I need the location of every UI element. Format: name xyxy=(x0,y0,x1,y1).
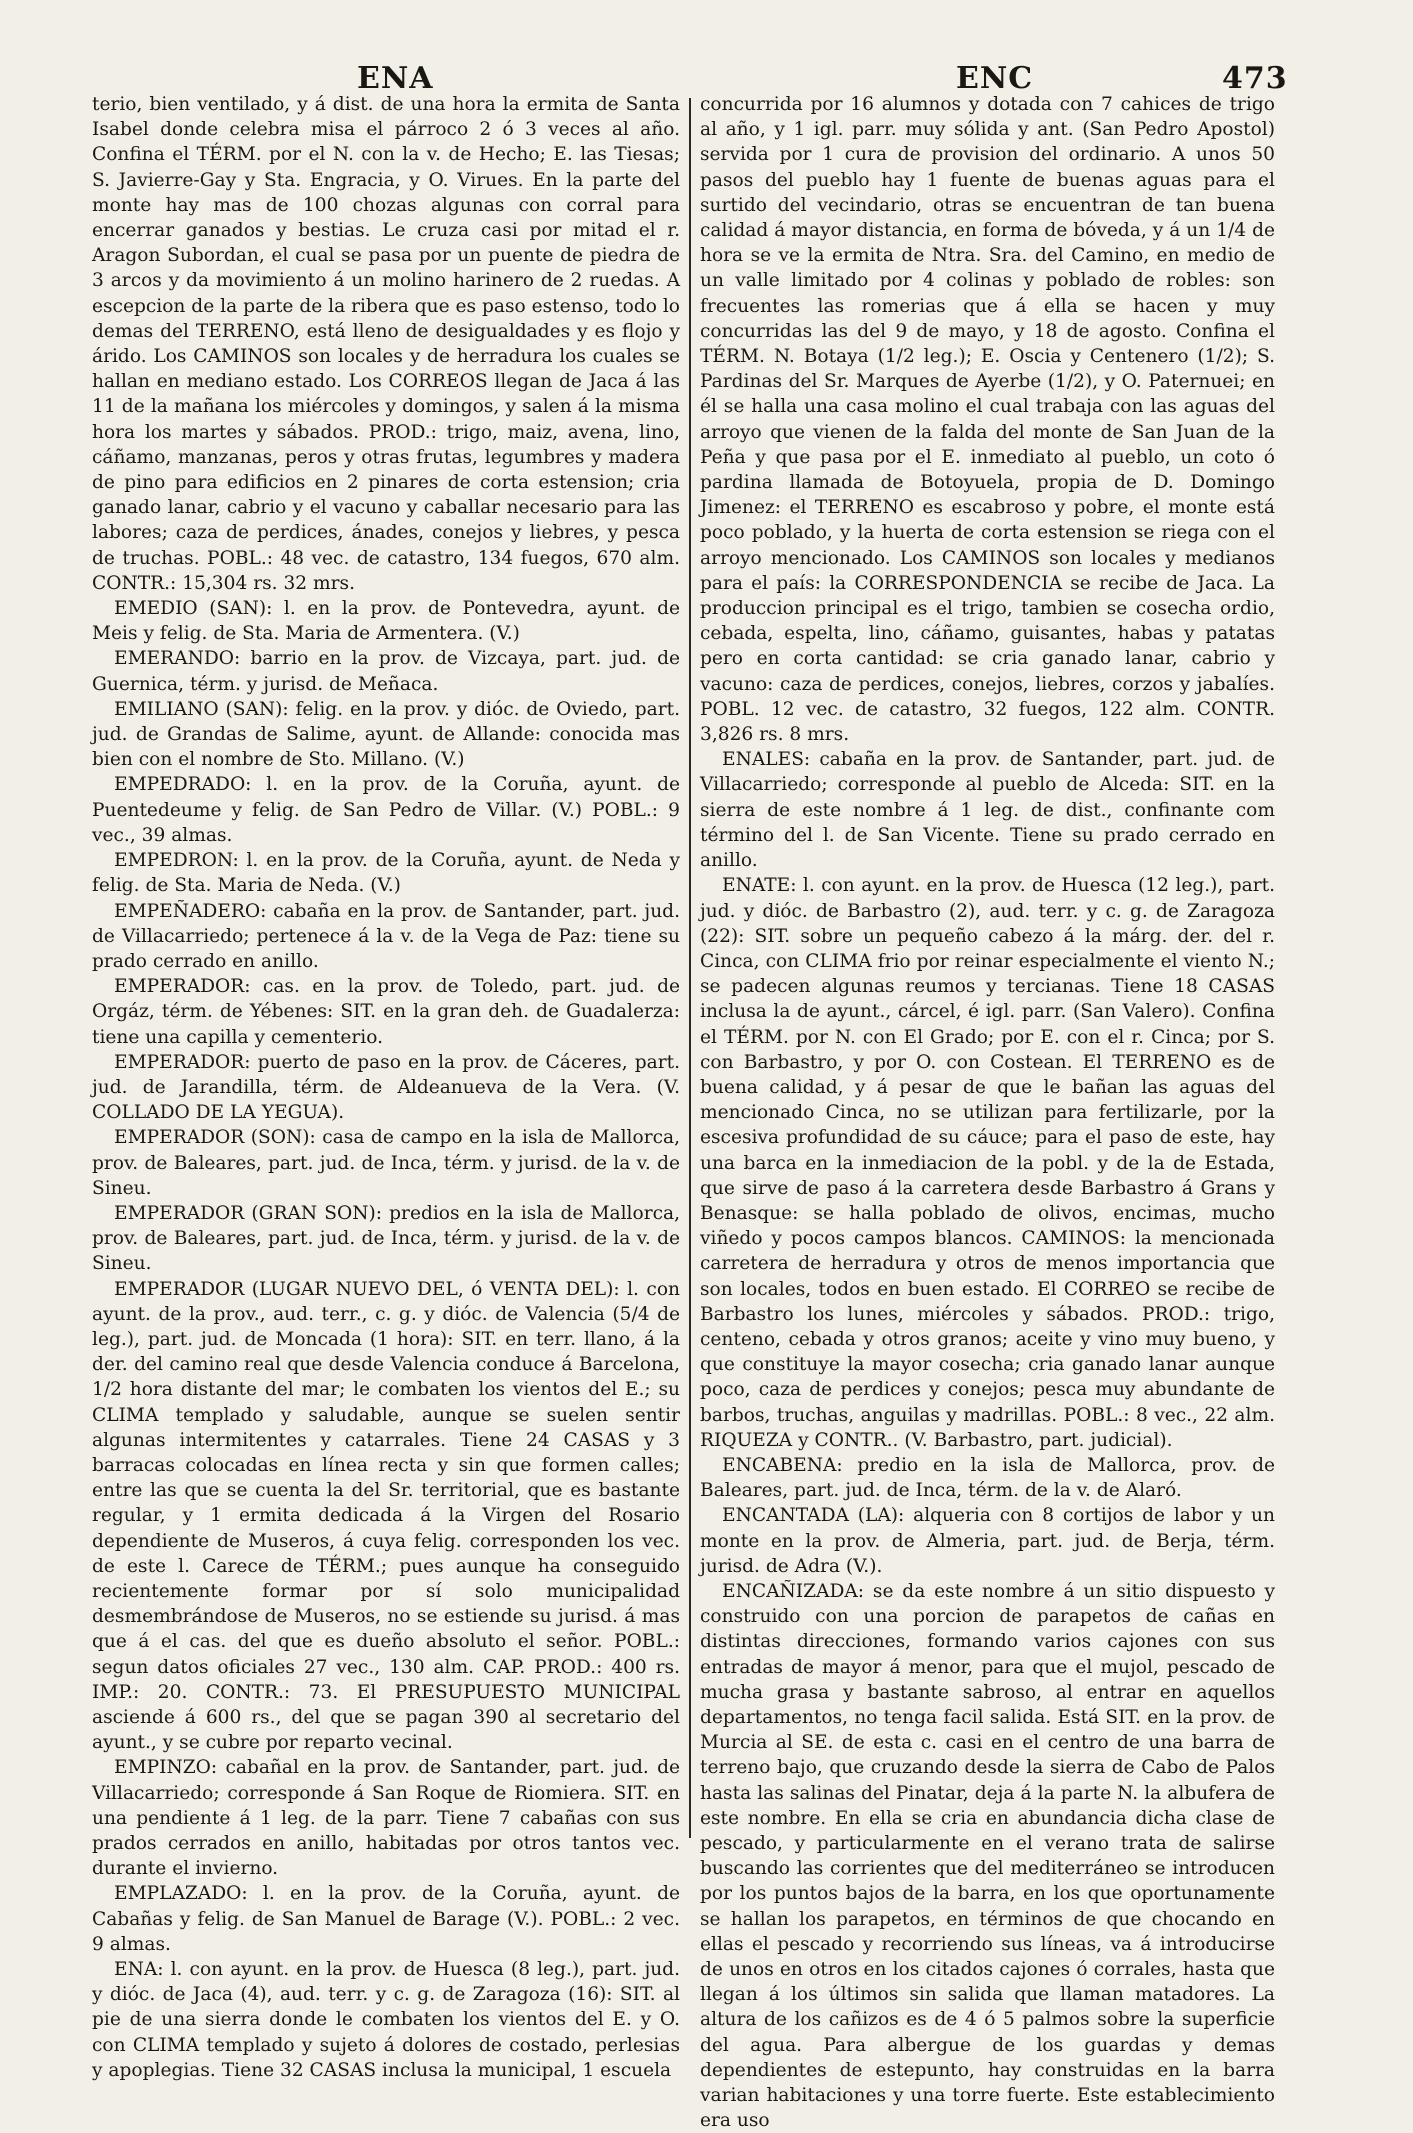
entry-encanizada: ENCAÑIZADA: se da este nombre á un sitio dispuesto y construido con una porcion de parapetos de cañas en distintas direcciones, formando varios cajones con sus entradas de mayor á menor, para que el mujol, pescado de mucha grasa y bastante sabroso, al entrar en aquellos departamentos, no tenga facil salida. Está SIT. en la prov. de Murcia al SE. de esta c. casi en el centro de una barra de terreno bajo, que cruzando desde la sierra de Cabo de Palos hasta las salinas del Pinatar, deja á la parte N. la albufera de este nombre. En ella se cria en abundancia dicha clase de pescado, y particularmente en el verano trata de salirse buscando las corrientes que del mediterráneo se introducen por los puntos bajos de la barra, en los que oportunamente se hallan los parapetos, en términos de que chocando en ellas el pescado y recorriendo sus líneas, va á introducirse de unos en otros en los citados cajones ó corrales, hasta que llegan á los últimos sin salida que llaman matadores. La altura de los cañizos es de 4 ó 5 palmos sobre la superficie del agua. Para albergue de los guardas y demas dependientes de estepunto, hay construidas en la barra varian habitaciones y una torre fuerte. Este establecimiento era uso xyxy=(700,1580,1275,2132)
entry-emerando: EMERANDO: barrio en la prov. de Vizcaya, part. jud. de Guernica, térm. y jurisd. de Meñaca. xyxy=(92,648,680,695)
entry-empedrado: EMPEDRADO: l. en la prov. de la Coruña, ayunt. de Puentedeume y felig. de San Pedro de Villar. (V.) POBL.: 9 vec., 39 almas. xyxy=(92,774,680,846)
entry-empinzo: EMPINZO: cabañal en la prov. de Santander, part. jud. de Villacarriedo; corresponde á San Roque de Riomiera. SIT. en una pendiente á 1 leg. de la parr. Tiene 7 cabañas con sus prados cerrados en anillo, habitadas por otros tantos vec. durante el invierno. xyxy=(92,1757,680,1880)
entry-empenadero: EMPEÑADERO: cabaña en la prov. de Santander, part. jud. de Villacarriedo; pertenece á la v. de la Vega de Paz: tiene su prado cerrado en anillo. xyxy=(92,900,680,972)
column-divider xyxy=(689,98,691,1838)
entry-emplazado: EMPLAZADO: l. en la prov. de la Coruña, ayunt. de Cabañas y felig. de San Manuel de Barage (V.). POBL.: 2 vec. 9 almas. xyxy=(92,1883,680,1955)
entry-emperador-caceres: EMPERADOR: puerto de paso en la prov. de Cáceres, part. jud. de Jarandilla, térm. de Aldeanueva de la Vera. (V. COLLADO DE LA YEGUA). xyxy=(92,1051,680,1124)
entry-emperador-son: EMPERADOR (SON): casa de campo en la isla de Mallorca, prov. de Baleares, part. jud. de Inca, térm. y jurisd. de la v. de Sineu. xyxy=(92,1127,680,1199)
entry-encabena: ENCABENA: predio en la isla de Mallorca, prov. de Baleares, part. jud. de Inca, térm. de la v. de Alaró. xyxy=(700,1454,1275,1502)
running-head-left: ENA xyxy=(357,61,434,96)
entry-continued: terio, bien ventilado, y á dist. de una hora la ermita de Santa Isabel donde celebra misa el párroco 2 ó 3 veces al año. Confina el TÉRM. por el N. con la v. de Hecho; E. las Tiesas; S. Javierre-Gay y Sta. Engracia, y O. Virues. En la parte del monte hay mas de 100 chozas algunas con corral para encerrar ganados y bestias. Le cruza casi por mitad el r. Aragon Subordan, el cual se pasa por un puente de piedra de 3 arcos y da movimiento á un molino harinero de 2 ruedas. A escepcion de la parte de la ribera que es paso estenso, todo lo demas del TERRENO, está lleno de desigualdades y es flojo y árido. Los CAMINOS son locales y de herradura los cuales se hallan en mediano estado. Los CORREOS llegan de Jaca á las 11 de la mañana los miércoles y domingos, y salen á la misma hora los martes y sábados. PROD.: trigo, maiz, avena, lino, cáñamo, manzanas, peros y otras frutas, legumbres y madera de pino para edificios en 2 pinares de corta estension; cria ganado lanar, cabrio y el vacuno y caballar necesario para las labores; caza de perdices, ánades, conejos y liebres, y pesca de truchas. POBL.: 48 vec. de catastro, 134 fuegos, 670 alm. CONTR.: 15,304 rs. 32 mrs. xyxy=(92,94,680,594)
entry-ena-continued: concurrida por 16 alumnos y dotada con 7 cahices de trigo al año, y 1 igl. parr. muy sólida y ant. (San Pedro Apostol) servida por 1 cura de provision del ordinario. A unos 50 pasos del pueblo hay 1 fuente de buenas aguas para el surtido del vecindario, otras se encuentran de tan buena calidad á mayor distancia, en forma de bóveda, y á un 1/4 de hora se ve la ermita de Ntra. Sra. del Camino, en medio de un valle limitado por 4 colinas y poblado de robles: son frecuentes las romerias que á ella se hacen y muy concurridas las del 9 de mayo, y 18 de agosto. Confina el TÉRM. N. Botaya (1/2 leg.); E. Oscia y Centenero (1/2); S. Pardinas del Sr. Marques de Ayerbe (1/2), y O. Paternuei; en él se halla una casa molino el cual trabaja con las aguas del arroyo que vienen de la falda del monte de San Juan de la Peña y que pasa por el E. inmediato al pueblo, un coto ó pardina llamada de Botoyuela, propia de D. Domingo Jimenez: el TERRENO es escabroso y pobre, el monte está poco poblado, y la huerta de corta estension se riega con el arroyo mencionado. Los CAMINOS son locales y medianos para el país: la CORRESPONDENCIA se recibe de Jaca. La produccion principal es el trigo, tambien se cosecha ordio, cebada, espelta, lino, cáñamo, guisantes, habas y patatas pero en corta cantidad: se cria ganado lanar, cabrio y vacuno: caza de perdices, conejos, liebres, corzos y jabalíes. POBL. 12 vec. de catastro, 32 fuegos, 122 alm. CONTR. 3,826 rs. 8 mrs. xyxy=(700,94,1275,746)
right-column xyxy=(700,92,1275,2132)
entry-emedio: EMEDIO (SAN): l. en la prov. de Pontevedra, ayunt. de Meis y felig. de Sta. Maria de Armentera. (V.) xyxy=(92,598,680,645)
entry-enales: ENALES: cabaña en la prov. de Santander, part. jud. de Villacarriedo; corresponde al pueblo de Alceda: SIT. en la sierra de este nombre á 1 leg. de dist., confinante com término del l. de San Vicente. Tiene su prado cerrado en anillo. xyxy=(700,749,1275,872)
page-number: 473 xyxy=(1222,61,1288,96)
running-head-right: ENC xyxy=(956,61,1034,96)
left-column xyxy=(92,92,680,2081)
entry-emperador-toledo: EMPERADOR: cas. en la prov. de Toledo, part. jud. de Orgáz, térm. de Yébenes: SIT. en la gran deh. de Guadalerza: tiene una capilla y cementerio. xyxy=(92,976,680,1048)
entry-ena: ENA: l. con ayunt. en la prov. de Huesca (8 leg.), part. jud. y dióc. de Jaca (4), aud. terr. y c. g. de Zaragoza (16): SIT. al pie de una sierra donde le combaten los vientos del E. y O. con CLIMA templado y sujeto á dolores de costado, perlesias y apoplegias. Tiene 32 CASAS inclusa la municipal, 1 escuela xyxy=(92,1959,680,2081)
entry-emperador-lugar-nuevo: EMPERADOR (LUGAR NUEVO DEL, ó VENTA DEL): l. con ayunt. de la prov., aud. terr., c. g. y dióc. de Valencia (5/4 de leg.), part. jud. de Moncada (1 hora): SIT. en terr. llano, á la der. del camino real que desde Valencia conduce á Barcelona, 1/2 hora distante del mar; le combaten los vientos del E.; su CLIMA templado y saludable, aunque se suelen sentir algunas intermitentes y catarrales. Tiene 24 CASAS y 3 barracas colocadas en línea recta y sin que formen calles; entre las que se cuenta la del Sr. territorial, que es bastante regular, y 1 ermita dedicada á la Virgen del Rosario dependiente de Museros, á cuya felig. corresponden los vec. de este l. Carece de TÉRM.; pues aunque ha conseguido recientemente formar por sí solo municipalidad desmembrándose de Museros, no se estiende su jurisd. á mas que á el cas. del que es dueño absoluto el señor. POBL.: segun datos oficiales 27 vec., 130 alm. CAP. PROD.: 400 rs. IMP.: 20. CONTR.: 73. El PRESUPUESTO MUNICIPAL asciende á 600 rs., del que se pagan 390 al secretario del ayunt., y se cubre por reparto vecinal. xyxy=(92,1278,680,1754)
entry-empedron: EMPEDRON: l. en la prov. de la Coruña, ayunt. de Neda y felig. de Sta. Maria de Neda. (V.) xyxy=(92,850,680,897)
entry-enate: ENATE: l. con ayunt. en la prov. de Huesca (12 leg.), part. jud. y dióc. de Barbastro (2), aud. terr. y c. g. de Zaragoza (22): SIT. sobre un pequeño cabezo á la márg. der. del r. Cinca, con CLIMA frio por reinar especialmente el viento N.; se padecen algunas reumos y tercianas. Tiene 18 CASAS inclusa la de ayunt., cárcel, é igl. parr. (San Valero). Confina el TÉRM. por N. con El Grado; por E. con el r. Cinca; por S. con Barbastro, y por O. con Costean. El TERRENO es de buena calidad, y á pesar de que le bañan las aguas del mencionado Cinca, no se utilizan para fertilizarle, por la escesiva profundidad de su cáuce; para el paso de este, hay una barca en la inmediacion de la pobl. y de la de Estada, que sirve de paso á la carretera desde Barbastro á Grans y Benasque: se halla poblado de olivos, encimas, mucho viñedo y pocos campos blancos. CAMINOS: la mencionada carretera de herradura y otros de menos importancia que son locales, todos en buen estado. El CORREO se recibe de Barbastro los lunes, miércoles y sábados. PROD.: trigo, centeno, cebada y otros granos; aceite y vino muy bueno, y que constituye la mayor cosecha; cria ganado lanar aunque poco, caza de perdices y conejos; pesca muy abundante de barbos, truchas, anguilas y madrillas. POBL.: 8 vec., 22 alm. RIQUEZA y CONTR.. (V. Barbastro, part. judicial). xyxy=(700,875,1275,1451)
entry-emperador-gran-son: EMPERADOR (GRAN SON): predios en la isla de Mallorca, prov. de Baleares, part. jud. de Inca, térm. y jurisd. de la v. de Sineu. xyxy=(92,1202,680,1275)
entry-encantada: ENCANTADA (LA): alqueria con 8 cortijos de labor y un monte en la prov. de Almeria, part. jud. de Berja, térm. jurisd. de Adra (V.). xyxy=(700,1505,1275,1577)
entry-emiliano: EMILIANO (SAN): felig. en la prov. y dióc. de Oviedo, part. jud. de Grandas de Salime, ayunt. de Allande: conocida mas bien con el nombre de Sto. Millano. (V.) xyxy=(92,698,680,771)
